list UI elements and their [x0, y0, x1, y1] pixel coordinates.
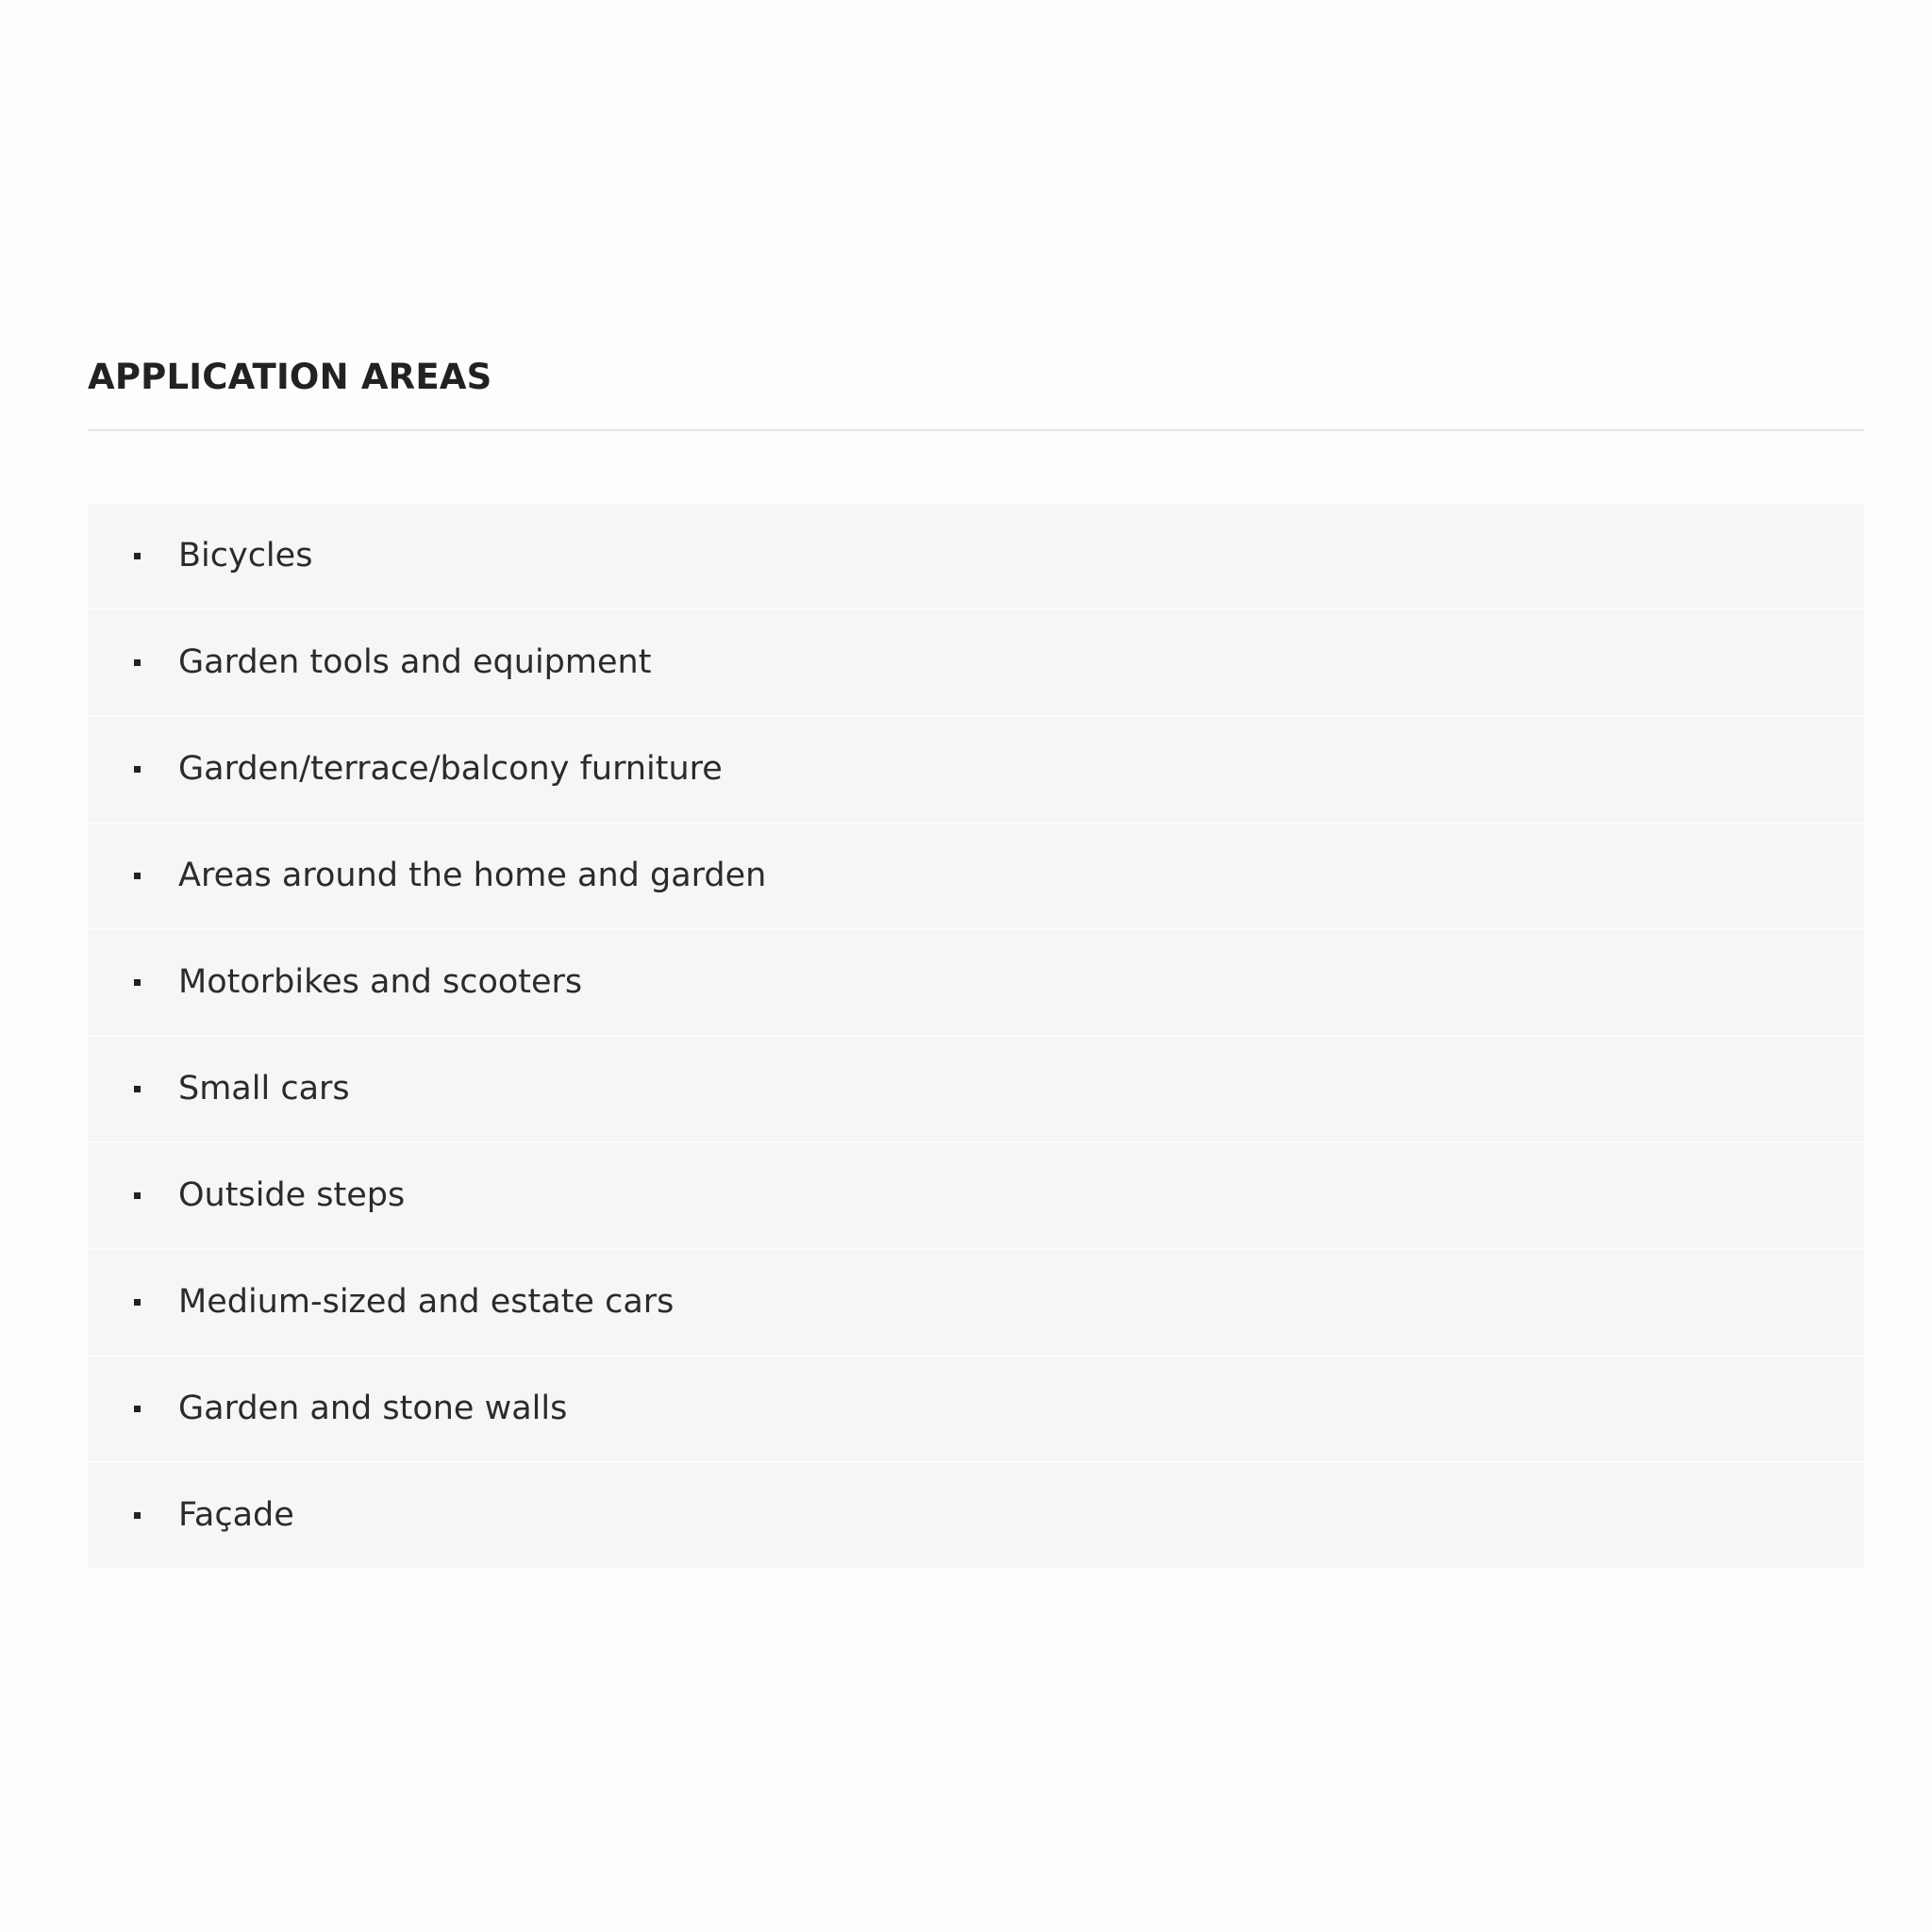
- list-item: [88, 1357, 1864, 1463]
- application-areas-section: [88, 351, 1864, 1568]
- list-item: [88, 1463, 1864, 1568]
- list-item: [88, 1250, 1864, 1357]
- list-item: [88, 717, 1864, 824]
- list-item: [88, 930, 1864, 1037]
- square-bullet-icon: [134, 1512, 141, 1519]
- application-areas-list: [88, 504, 1864, 1568]
- list-item: [88, 610, 1864, 717]
- list-item-label: Garden tools and equipment: [178, 643, 652, 681]
- square-bullet-icon: [134, 1086, 141, 1092]
- list-item: [88, 504, 1864, 610]
- square-bullet-icon: [134, 766, 141, 773]
- square-bullet-icon: [134, 979, 141, 986]
- section-divider: [88, 429, 1864, 431]
- list-item-label: Small cars: [178, 1070, 350, 1108]
- list-item-label: Outside steps: [178, 1176, 406, 1214]
- square-bullet-icon: [134, 553, 141, 559]
- list-item-label: Medium-sized and estate cars: [178, 1283, 675, 1321]
- list-item-label: Garden and stone walls: [178, 1390, 568, 1427]
- square-bullet-icon: [134, 1192, 141, 1199]
- square-bullet-icon: [134, 873, 141, 879]
- list-item-label: Garden/terrace/balcony furniture: [178, 750, 723, 788]
- list-item-label: Bicycles: [178, 537, 313, 575]
- list-item-label: Motorbikes and scooters: [178, 963, 583, 1001]
- list-item-label: Façade: [178, 1496, 294, 1534]
- section-title: APPLICATION AREAS: [88, 357, 492, 397]
- list-item: [88, 1037, 1864, 1143]
- list-item-label: Areas around the home and garden: [178, 857, 767, 894]
- list-item: [88, 1143, 1864, 1250]
- square-bullet-icon: [134, 1299, 141, 1306]
- square-bullet-icon: [134, 659, 141, 666]
- square-bullet-icon: [134, 1406, 141, 1412]
- list-item: [88, 824, 1864, 930]
